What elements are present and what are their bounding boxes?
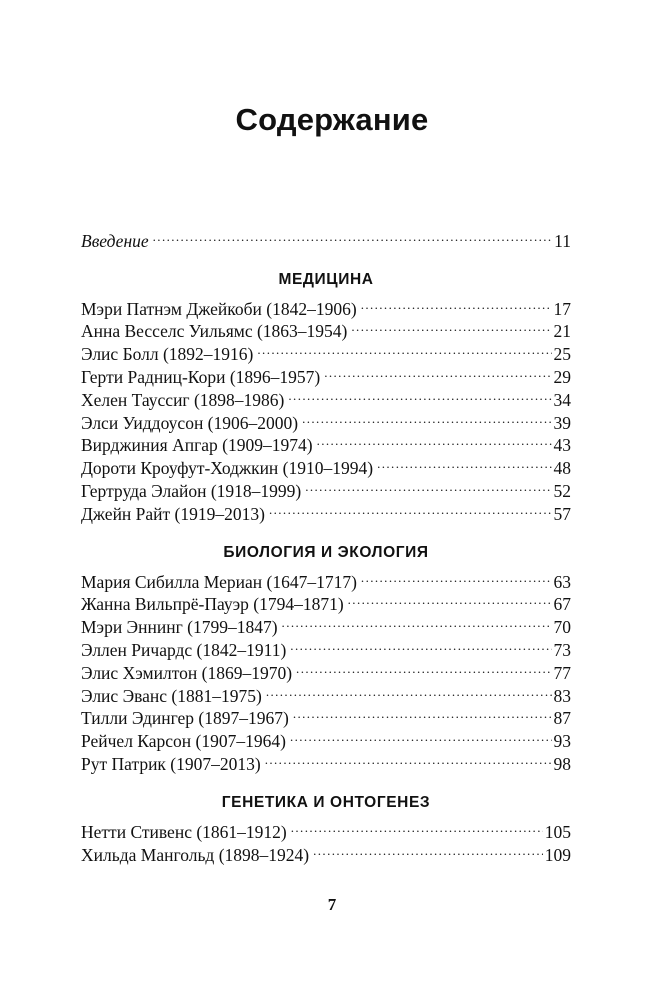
section-heading-genetics-ontogenesis: ГЕНЕТИКА И ОНТОГЕНЕЗ — [221, 793, 431, 811]
toc-entry-label: Элис Хэмилтон (1869–1970) — [81, 662, 293, 683]
toc-entry-page: 87 — [553, 708, 571, 729]
dot-leader — [291, 815, 543, 838]
toc-entry-label: Тилли Эдингер (1897–1967) — [81, 708, 289, 729]
dot-leader — [302, 406, 551, 429]
dot-leader — [288, 383, 551, 406]
dot-leader — [324, 360, 551, 383]
toc-entry-label: Элси Уиддоусон (1906–2000) — [81, 412, 299, 433]
toc-entry-page: 70 — [553, 617, 571, 638]
toc-entry-page: 73 — [553, 639, 571, 660]
toc-entry-page: 83 — [553, 685, 571, 706]
toc-entry-label: Рут Патрик (1907–2013) — [81, 753, 261, 774]
toc-entry-label: Эллен Ричардс (1842–1911) — [81, 639, 287, 660]
toc-entry-page: 63 — [553, 571, 571, 592]
toc-entry-page: 25 — [553, 344, 571, 365]
dot-leader — [282, 610, 552, 633]
toc-entry-page: 109 — [544, 844, 571, 865]
toc-entry — [81, 815, 571, 842]
toc-entry-label: Жанна Вильпрё-Пауэр (1794–1871) — [81, 594, 344, 615]
toc-entry-label: Гертруда Элайон (1918–1999) — [81, 480, 302, 501]
toc-entry-label: Анна Весселс Уильямс (1863–1954) — [81, 321, 348, 342]
dot-leader — [296, 656, 551, 679]
toc-entry-page: 48 — [553, 458, 571, 479]
page-number: 7 — [327, 895, 337, 914]
dot-leader — [293, 702, 552, 725]
toc-entry-page: 29 — [553, 366, 571, 387]
toc-entry-label: Элис Эванс (1881–1975) — [81, 685, 262, 706]
toc-entry-page: 34 — [553, 389, 571, 410]
toc-entry — [81, 565, 571, 592]
toc-entry-page: 43 — [553, 435, 571, 456]
dot-leader — [153, 224, 552, 247]
toc-entry-page: 52 — [553, 480, 571, 501]
dot-leader — [265, 747, 552, 770]
toc-entry-label: Хильда Мангольд (1898–1924) — [81, 844, 310, 865]
toc-entry-page: 98 — [553, 753, 571, 774]
section-heading-biology-ecology: БИОЛОГИЯ И ЭКОЛОГИЯ — [223, 543, 429, 561]
toc-entry-page: 93 — [553, 731, 571, 752]
dot-leader — [351, 315, 551, 338]
toc-entry-page: 77 — [553, 662, 571, 683]
toc-entry — [81, 292, 571, 319]
toc-entry-intro — [81, 224, 571, 251]
toc-entry-label: Мария Сибилла Мериан (1647–1717) — [81, 571, 357, 592]
dot-leader — [290, 724, 552, 747]
section-heading-medicine: МЕДИЦИНА — [278, 270, 374, 288]
toc-entry-label: Мэри Патнэм Джейкоби (1842–1906) — [81, 298, 357, 319]
dot-leader — [257, 337, 551, 360]
toc-entry-page: 105 — [544, 821, 571, 842]
toc-entry-label: Нетти Стивенс (1861–1912) — [81, 821, 287, 842]
dot-leader — [348, 588, 552, 611]
dot-leader — [290, 633, 551, 656]
toc-entry-page: 11 — [554, 230, 571, 251]
toc-entry-label: Джейн Райт (1919–2013) — [81, 503, 265, 524]
page-title: Содержание — [235, 102, 429, 137]
dot-leader — [377, 451, 551, 474]
dot-leader — [269, 497, 552, 520]
toc-entry-label: Введение — [81, 230, 149, 251]
toc-entry-label: Элис Болл (1892–1916) — [81, 344, 254, 365]
dot-leader — [317, 429, 552, 452]
dot-leader — [305, 474, 551, 497]
toc-entry-label: Дороти Кроуфут-Ходжкин (1910–1994) — [81, 458, 374, 479]
toc-entry-page: 57 — [553, 503, 571, 524]
toc-entry-page: 21 — [553, 321, 571, 342]
toc-entry-page: 39 — [553, 412, 571, 433]
toc-entry-page: 17 — [553, 298, 571, 319]
dot-leader — [313, 838, 543, 861]
toc-entry-label: Герти Радниц-Кори (1896–1957) — [81, 366, 321, 387]
toc-entry-label: Рейчел Карсон (1907–1964) — [81, 731, 286, 752]
table-of-contents — [81, 224, 571, 865]
dot-leader — [266, 679, 552, 702]
toc-entry-label: Хелен Тауссиг (1898–1986) — [81, 389, 285, 410]
toc-entry-label: Вирджиния Апгар (1909–1974) — [81, 435, 313, 456]
dot-leader — [361, 292, 552, 315]
toc-entry-label: Мэри Эннинг (1799–1847) — [81, 617, 278, 638]
dot-leader — [361, 565, 552, 588]
toc-entry-page: 67 — [553, 594, 571, 615]
